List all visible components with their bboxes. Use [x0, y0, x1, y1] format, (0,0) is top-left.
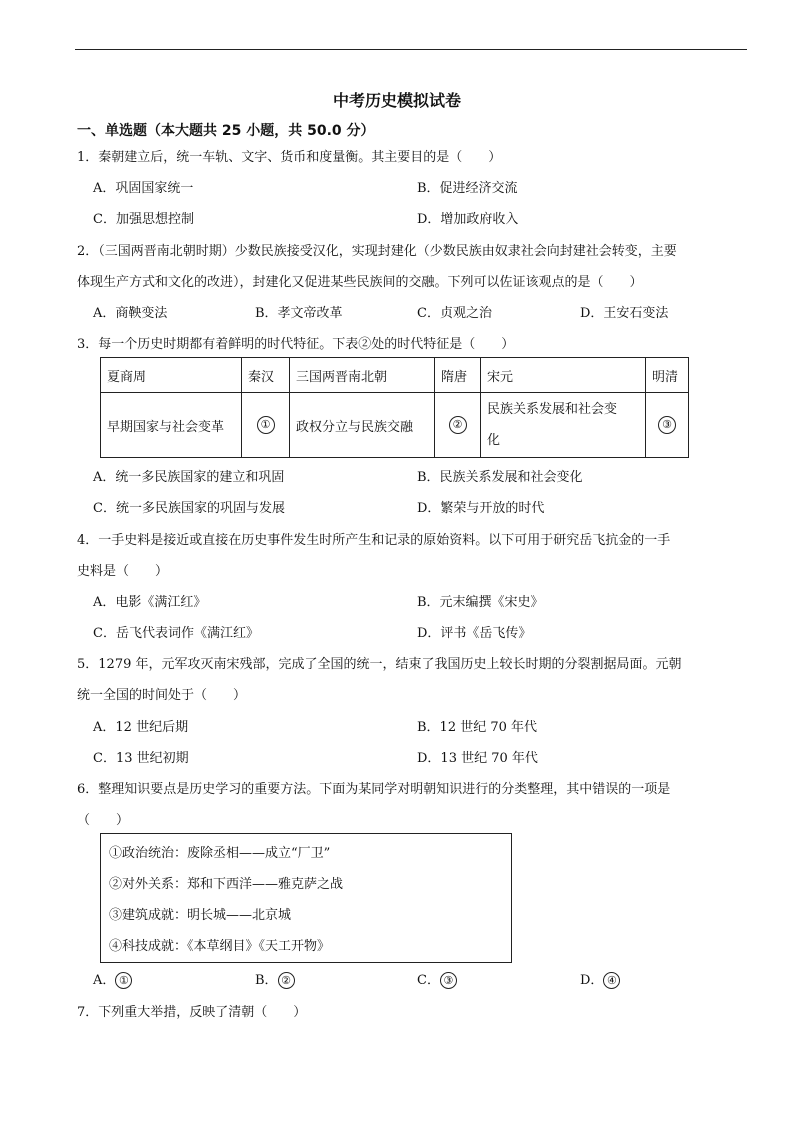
knowledge-line: ④科技成就：《本草纲目》《天工开物》	[109, 939, 331, 954]
period-table	[100, 357, 689, 458]
q2-option-b[interactable]: B．孝文帝改革	[255, 306, 343, 321]
q5-option-d[interactable]: D．13 世纪 70 年代	[417, 751, 538, 766]
question-3-stem: 3．每一个历史时期都有着鲜明的时代特征。下表②处的时代特征是（ ）	[77, 337, 515, 352]
section-heading: 一、单选题（本大题共 25 小题，共 50.0 分）	[77, 123, 375, 139]
table-cell: 政权分立与民族交融	[290, 393, 435, 458]
q5-option-a[interactable]: A．12 世纪后期	[93, 720, 189, 735]
q5-option-b[interactable]: B．12 世纪 70 年代	[417, 720, 538, 735]
q3-option-a[interactable]: A．统一多民族国家的建立和巩固	[93, 470, 285, 485]
circled-four-marker: ④	[603, 972, 620, 989]
q2-option-a[interactable]: A．商鞅变法	[93, 306, 168, 321]
q2-option-d[interactable]: D．王安石变法	[580, 306, 669, 321]
q4-option-d[interactable]: D．评书《岳飞传》	[417, 626, 532, 641]
q1-option-c[interactable]: C．加强思想控制	[93, 212, 194, 227]
q3-option-c[interactable]: C．统一多民族国家的巩固与发展	[93, 501, 285, 516]
question-6-stem-line2: （ ）	[77, 813, 130, 828]
table-header-cell: 秦汉	[242, 358, 290, 393]
table-header-cell: 隋唐	[435, 358, 481, 393]
table-cell: 民族关系发展和社会变 化	[481, 393, 646, 458]
q6-option-d[interactable]: D． ④	[580, 969, 620, 989]
circled-three-marker: ③	[440, 972, 457, 989]
q1-option-a[interactable]: A．巩固国家统一	[93, 181, 194, 196]
question-1-stem: 1．秦朝建立后，统一车轨、文字、货币和度量衡。其主要目的是（ ）	[77, 150, 502, 165]
page-title: 中考历史模拟试卷	[332, 91, 461, 110]
circled-one-marker: ①	[115, 972, 132, 989]
question-2-stem-line1: 2．（三国两晋南北朝时期）少数民族接受汉化，实现封建化（少数民族由奴隶社会向封建社会转变，主要	[77, 244, 677, 259]
ming-knowledge-box	[100, 833, 512, 963]
header-rule	[75, 49, 747, 50]
question-7-stem: 7．下列重大举措，反映了清朝（ ）	[77, 1005, 307, 1020]
question-6-stem-line1: 6．整理知识要点是历史学习的重要方法。下面为某同学对明朝知识进行的分类整理，其中错误的一项是	[77, 782, 671, 797]
q4-option-a[interactable]: A．电影《满江红》	[93, 595, 207, 610]
table-header-cell: 宋元	[481, 358, 646, 393]
q4-option-b[interactable]: B．元末编撰《宋史》	[417, 595, 544, 610]
q3-option-d[interactable]: D．繁荣与开放的时代	[417, 501, 545, 516]
q1-option-d[interactable]: D．增加政府收入	[417, 212, 519, 227]
table-cell-marker: ①	[257, 416, 275, 434]
q6-option-a[interactable]: A． ①	[93, 969, 132, 989]
question-5-stem-line2: 统一全国的时间处于（ ）	[77, 688, 247, 703]
q5-option-c[interactable]: C．13 世纪初期	[93, 751, 189, 766]
question-4-stem-line1: 4．一手史料是接近或直接在历史事件发生时所产生和记录的原始资料。以下可用于研究岳飞抗金的一手	[77, 533, 671, 548]
table-header-cell: 三国两晋南北朝	[290, 358, 435, 393]
table-cell: 早期国家与社会变革	[101, 393, 242, 458]
knowledge-line: ①政治统治：废除丞相——成立“厂卫”	[109, 846, 331, 861]
table-header-cell: 夏商周	[101, 358, 242, 393]
table-cell-marker: ②	[449, 416, 467, 434]
q2-option-c[interactable]: C．贞观之治	[417, 306, 492, 321]
question-2-stem-line2: 体现生产方式和文化的改进），封建化又促进某些民族间的交融。下列可以佐证该观点的是（ ）	[77, 275, 643, 290]
circled-two-marker: ②	[278, 972, 295, 989]
q4-option-c[interactable]: C．岳飞代表词作《满江红》	[93, 626, 259, 641]
question-4-stem-line2: 史料是（ ）	[77, 564, 169, 579]
question-5-stem-line1: 5．1279 年，元军攻灭南宋残部，完成了全国的统一，结束了我国历史上较长时期的分裂割据局面。元朝	[77, 657, 682, 672]
q3-option-b[interactable]: B．民族关系发展和社会变化	[417, 470, 583, 485]
knowledge-line: ③建筑成就：明长城——北京城	[109, 908, 292, 923]
q6-option-c[interactable]: C． ③	[417, 969, 457, 989]
table-header-cell: 明清	[646, 358, 689, 393]
q1-option-b[interactable]: B．促进经济交流	[417, 181, 518, 196]
knowledge-line: ②对外关系：郑和下西洋——雅克萨之战	[109, 877, 344, 892]
q6-option-b[interactable]: B． ②	[255, 969, 295, 989]
table-cell-marker: ③	[658, 416, 676, 434]
